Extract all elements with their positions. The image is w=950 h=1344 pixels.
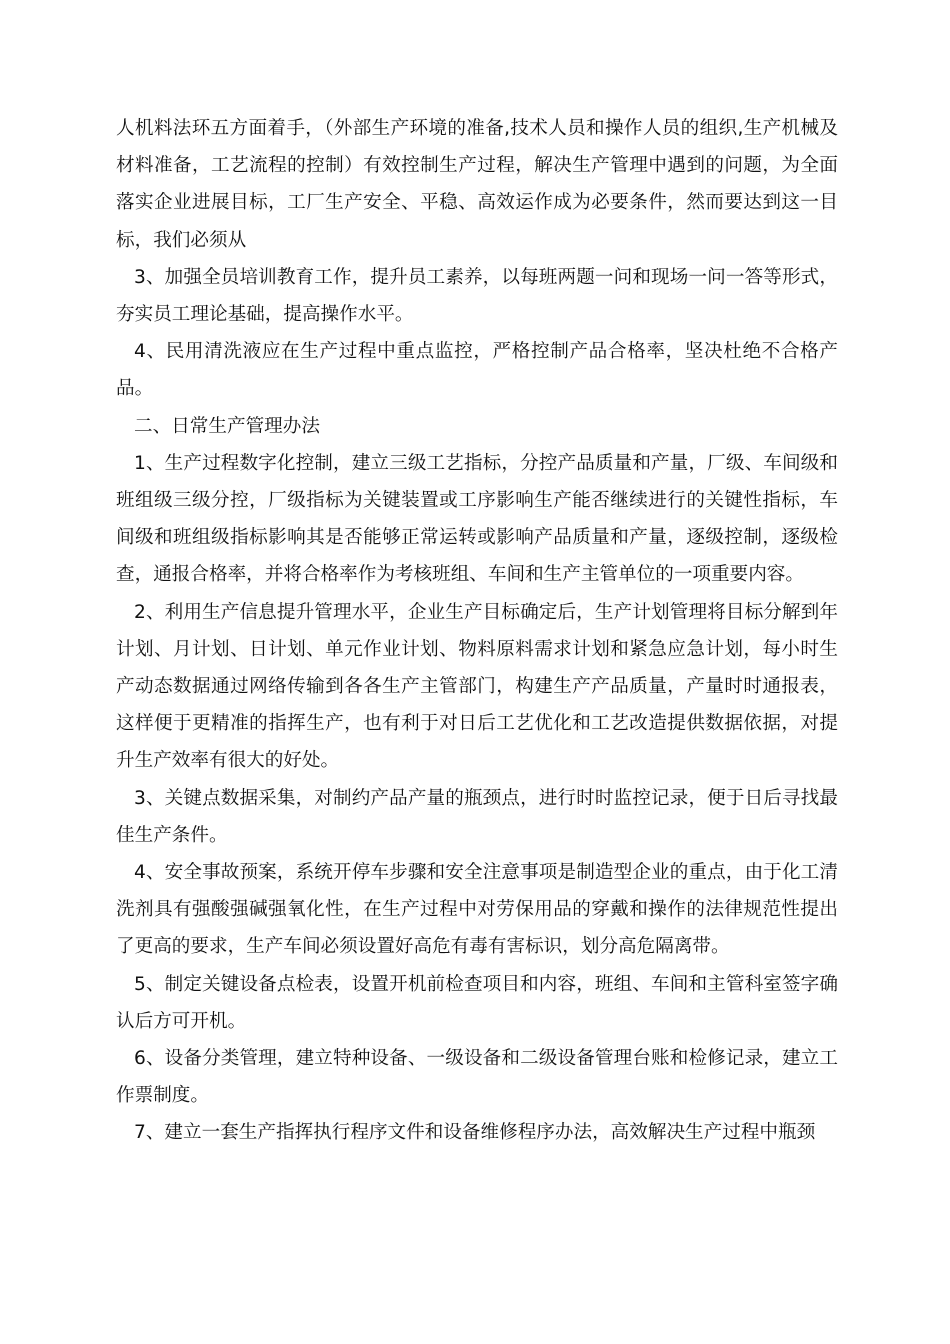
paragraph-item-1-digital-control: 1、生产过程数字化控制，建立三级工艺指标，分控产品质量和产量，厂级、车间级和班组级三级分控，厂级指标为关键装置或工序影响生产能否继续进行的关键性指标，车间级和班组级指标影响其是否能够正常运转或影响产品质量和产量，逐级控制，逐级检查，通报合格率，并将合格率作为考核班组、车间和生产主管单位的一项重要内容。: [116, 452, 838, 586]
paragraph-item-7-command-procedures: 7、建立一套生产指挥执行程序文件和设备维修程序办法，高效解决生产过程中瓶颈: [134, 1122, 816, 1144]
paragraph-item-3-training: 3、加强全员培训教育工作，提升员工素养，以每班两题一问和现场一问一答等形式，夯实员工理论基础，提高操作水平。: [116, 266, 838, 326]
document-body: [116, 110, 838, 1152]
paragraph-item-5-inspection-table: 5、制定关键设备点检表，设置开机前检查项目和内容，班组、车间和主管科室签字确认后方可开机。: [116, 973, 838, 1032]
paragraph-item-3-data-collection: 3、关键点数据采集，对制约产品产量的瓶颈点，进行时时监控记录，便于日后寻找最佳生产条件。: [116, 787, 838, 846]
paragraph-intro-continuation: 人机料法环五方面着手，（外部生产环境的准备,技术人员和操作人员的组织,生产机械及材料准备，工艺流程的控制）有效控制生产过程，解决生产管理中遇到的问题，为全面落实企业进展目标，工厂生产安全、平稳、高效运作成为必要条件，然而要达到这一目标，我们必须从: [116, 118, 838, 251]
section-heading-daily-management: 二、日常生产管理办法: [134, 415, 320, 437]
paragraph-item-2-production-info: 2、利用生产信息提升管理水平，企业生产目标确定后，生产计划管理将目标分解到年计划、月计划、日计划、单元作业计划、物料原料需求计划和紧急应急计划，每小时生产动态数据通过网络传输到各各生产主管部门，构建生产产品质量，产量时时通报表，这样便于更精准的指挥生产，也有利于对日后工艺优化和工艺改造提供数据依据，对提升生产效率有很大的好处。: [116, 601, 838, 772]
paragraph-item-4-cleaning-fluid: 4、民用清洗液应在生产过程中重点监控，严格控制产品合格率，坚决杜绝不合格产品。: [116, 341, 838, 400]
paragraph-item-4-safety-plan: 4、安全事故预案，系统开停车步骤和安全注意事项是制造型企业的重点，由于化工清洗剂具有强酸强碱强氧化性，在生产过程中对劳保用品的穿戴和操作的法律规范性提出了更高的要求，生产车间必须设置好高危有毒有害标识，划分高危隔离带。: [116, 862, 838, 958]
paragraph-item-6-equipment-classification: 6、设备分类管理，建立特种设备、一级设备和二级设备管理台账和检修记录，建立工作票制度。: [116, 1048, 838, 1107]
